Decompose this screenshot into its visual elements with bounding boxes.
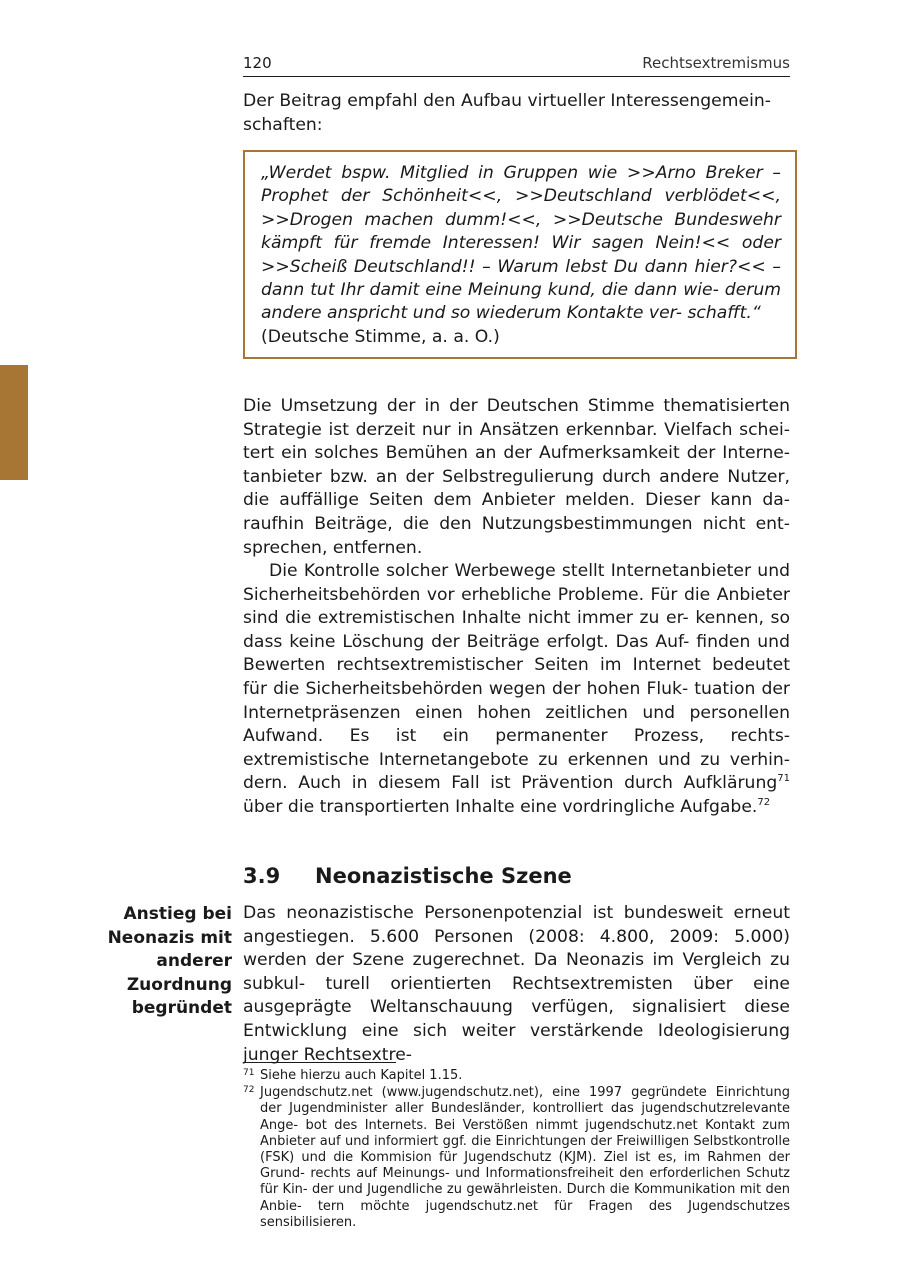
footnote-text: Siehe hierzu auch Kapitel 1.15.	[260, 1068, 463, 1083]
margin-note-line: Zuordnung	[126, 974, 232, 995]
section-title: Neonazistische Szene	[315, 864, 572, 888]
footnote-divider	[243, 1062, 396, 1063]
section-heading	[243, 862, 790, 890]
running-title: Rechtsextremismus	[642, 54, 790, 72]
quote-text: „Werdet bspw. Mitglied in Gruppen wie >>Arno Breker – Prophet der Schönheit<<, >>Deutschland verblödet<<, >>Drogen machen dumm!<<, >>Deutsche Bundeswehr kämpft für fremde Interessen! Wir sagen Nein!<< oder >>Scheiß Deutschland!! – Warum lebst Du dann hier?<< – dann tut Ihr damit eine Meinung kund, die dann wie- derum andere anspricht und so wiederum Kontakte ver- schafft.“	[261, 163, 781, 324]
paragraph-umsetzung: Die Umsetzung der in der Deutschen Stimme thematisierten Strategie ist derzeit nur in Ansätzen erkennbar. Vielfach schei- tert ein solches Bemühen an der Aufmerksamkeit der Interne- tanbieter bzw. an der Selbstregulierung durch andere Nutzer, die auffällige Seiten dem Anbieter melden. Dieser kann da- raufhin Beiträge, die den Nutzungsbestimmungen nicht ent- sprechen, entfernen.	[243, 396, 790, 558]
paragraph-kontrolle	[243, 560, 790, 820]
quote-box	[243, 150, 797, 359]
chapter-side-tab	[0, 365, 28, 480]
quote-source: (Deutsche Stimme, a. a. O.)	[261, 326, 500, 347]
intro-paragraph: Der Beitrag empfahl den Aufbau virtueller Interessengemein- schaften:	[243, 91, 771, 135]
footnote-number: 72	[243, 1085, 255, 1096]
footnote-ref-71[interactable]: 71	[777, 773, 790, 785]
margin-note	[70, 903, 232, 1021]
margin-note-line: Anstieg bei	[123, 904, 232, 924]
margin-note-line: Neonazis mit	[107, 927, 232, 948]
footnote-text: Jugendschutz.net (www.jugendschutz.net), eine 1997 gegründete Einrichtung der Jugendminister aller Bundesländer, kontrolliert das jugendschutzrelevante Ange- bot des Internets. Bei Verstößen nimmt jugendschutz.net Kontakt zum Anbieter auf und informiert ggf. die Einrichtungen der Freiwilligen Selbstkontrolle (FSK) und die Kommision für Jugendschutz (KJM). Ziel ist es, im Rahmen der Grund- rechts auf Meinungs- und Informationsfreiheit den erforderlichen Schutz für Kin- der und Jugendliche zu gewährleisten. Durch die Kommunikation mit den Anbie- tern möchte jugendschutz.net für Fragen des Jugendschutzes sensibilisieren.	[260, 1085, 790, 1230]
footnote-71	[243, 1068, 790, 1084]
footnote-ref-72[interactable]: 72	[757, 796, 771, 808]
section-number: 3.9	[243, 864, 281, 888]
footnote-number: 71	[243, 1068, 255, 1078]
margin-note-line: begründet	[131, 998, 232, 1019]
page-number: 120	[243, 54, 272, 72]
margin-note-line: anderer	[156, 951, 232, 972]
paragraph-kontrolle-tail: über die transportierten Inhalte eine vordringliche Aufgabe.	[243, 796, 758, 817]
paragraph-kontrolle-text: Die Kontrolle solcher Werbewege stellt Internetanbieter und Sicherheitsbehörden vor erhebliche Probleme. Für die Anbieter sind die extremistischen Inhalte nicht immer zu er- kennen, so dass keine Löschung der Beiträge erfolgt. Das Auf- finden und Bewerten rechtsextremistischer Seiten im Internet bedeutet für die Sicherheitsbehörden wegen der hohen Fluk- tuation der Internetpräsenzen einen hohen zeitlichen und personellen Aufwand. Es ist ein permanenter Prozess, rechts- extremistische Internetangebote zu erkennen und zu verhin- dern. Auch in diesem Fall ist Prävention durch Aufklärung	[243, 561, 790, 794]
footnote-72	[243, 1085, 790, 1231]
page-header	[243, 52, 790, 77]
footnotes	[243, 1068, 790, 1232]
paragraph-neonazis: Das neonazistische Personenpotenzial ist bundesweit erneut angestiegen. 5.600 Personen (2008: 4.800, 2009: 5.000) werden der Szene zugerechnet. Da Neonazis im Vergleich zu subkul- turell orientierten Rechtsextremisten über eine ausgeprägte Weltanschauung verfügen, signalisiert diese Entwicklung eine sich weiter verstärkende Ideologisierung junger Rechtsextre-	[243, 903, 790, 1065]
